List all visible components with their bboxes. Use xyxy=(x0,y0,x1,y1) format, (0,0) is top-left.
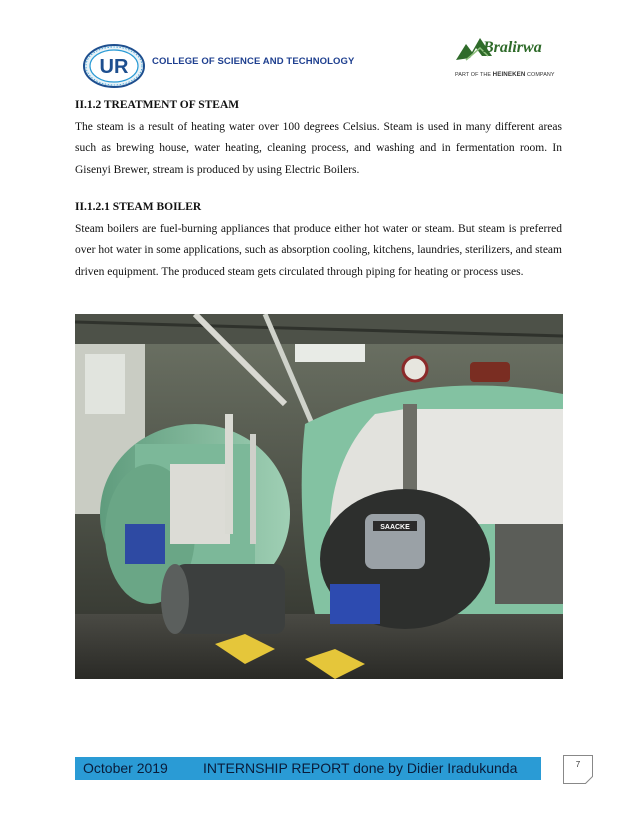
tagline-suffix: COMPANY xyxy=(527,72,555,78)
section-body-steam-boiler: Steam boilers are fuel-burning appliances that produce either hot water or steam. But steam is preferred over hot water in some applications, such as absorption cooling, kitchens, laundries, sterilizers, and steam driven equipment. The produced steam gets circulated through piping for heating or process uses. xyxy=(75,222,562,278)
footer-bar xyxy=(75,757,541,780)
bralirwa-tagline xyxy=(455,71,555,78)
report-content xyxy=(75,95,562,283)
section-heading-treatment-of-steam: II.1.2 TREATMENT OF STEAM xyxy=(75,99,240,111)
section-heading-steam-boiler: II.1.2.1 STEAM BOILER xyxy=(75,201,202,213)
page-header xyxy=(0,0,638,95)
tagline-prefix: PART OF THE xyxy=(455,72,492,78)
page-number: 7 xyxy=(575,760,581,769)
university-of-rwanda-logo xyxy=(83,44,145,88)
footer-report-title: INTERNSHIP REPORT done by Didier Iradukunda xyxy=(203,760,518,776)
ur-logo-text: UR xyxy=(99,56,129,78)
page-number-box xyxy=(563,755,593,784)
page-fold-icon xyxy=(585,776,593,784)
heineken-wordmark: HEINEKEN xyxy=(492,71,526,78)
bralirwa-wordmark: Bralirwa xyxy=(483,39,542,56)
section-body-treatment-of-steam: The steam is a result of heating water over 100 degrees Celsius. Steam is used in many different areas such as brewing house, water heating, cleaning process, and washing and in fermentation room. In Gisenyi Brewer, stream is produced by using Electric Boilers. xyxy=(75,120,562,176)
footer-date: October 2019 xyxy=(83,760,168,776)
steam-boiler-photo xyxy=(75,314,563,679)
burner-label: SAACKE xyxy=(380,524,410,531)
college-name: COLLEGE OF SCIENCE AND TECHNOLOGY xyxy=(152,56,355,67)
